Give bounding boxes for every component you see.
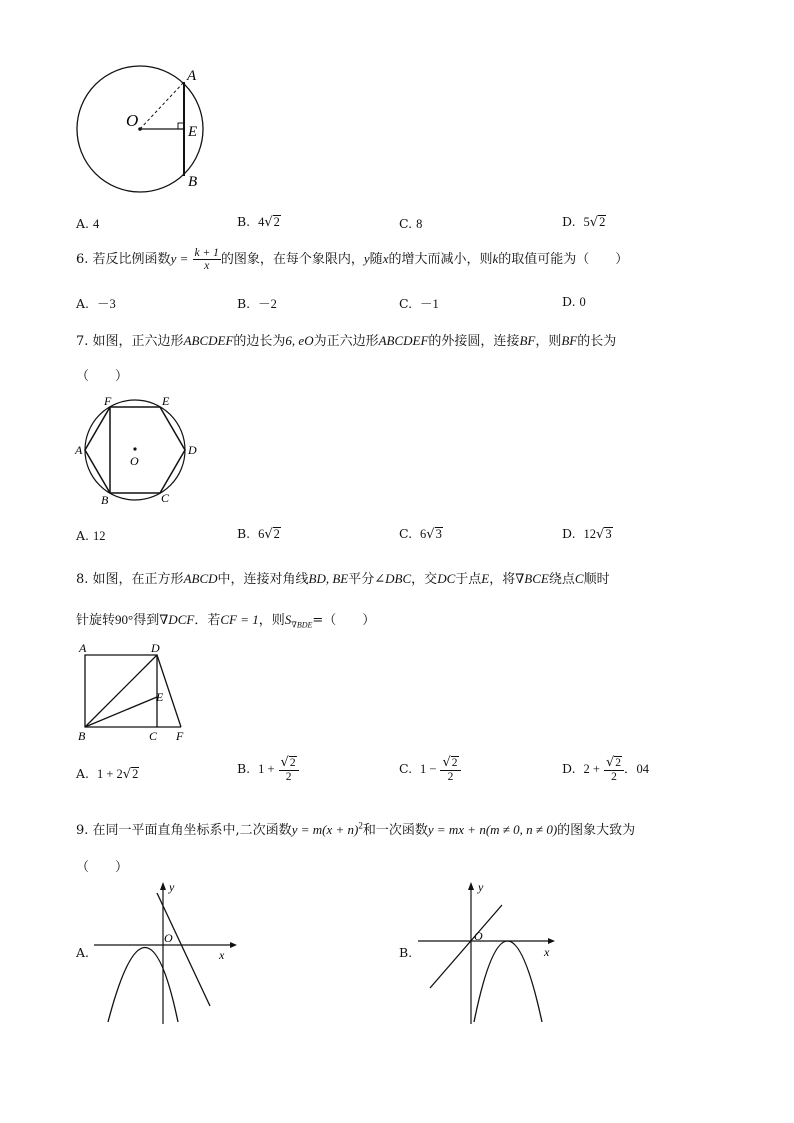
label-a: A [79, 641, 87, 655]
q9-graph-a [90, 878, 250, 1028]
q6-option-d[interactable]: D. 0 [562, 294, 586, 309]
q5-option-a[interactable]: A. 4 [76, 216, 100, 231]
parabola [108, 948, 178, 1023]
label-e: E [156, 690, 164, 704]
q6-option-c[interactable]: C. －1 [399, 296, 439, 311]
label-o: O [130, 454, 139, 468]
q9-option-b-label[interactable]: B. [399, 945, 413, 960]
q8-option-b[interactable]: B. 1 + $\frac{√2}{2}$ [237, 756, 299, 783]
q9-graph-b [414, 878, 574, 1028]
q8-stem-line1: 8. 如图，在正方形ABCD中，连接对角线BD, BE平分∠DBC，交DC于点E，将∇BCE绕点C顺时 [76, 571, 610, 587]
q6-stem: 6. 若反比例函数y = $\frac{k + 1}{x}$ 的图象，在每个象限内，y随x的增大而减小，则k的取值可能为（ ） [76, 247, 629, 273]
label-e: E [188, 124, 198, 140]
center-dot [133, 447, 136, 450]
label-b: B [188, 174, 198, 190]
q9-stem: 9. 在同一平面直角坐标系中,二次函数$y = m(x + n)^2$和一次函数y = mx + n(m ≠ 0, n ≠ 0)的图象大致为 [76, 820, 636, 838]
y-axis-arrow [468, 882, 474, 890]
q8-square-figure [72, 638, 198, 746]
q6-fraction: $\frac{k + 1}{x}$ [194, 247, 219, 273]
q7-option-a[interactable]: A. 12 [76, 528, 106, 543]
label-y: y [478, 880, 484, 894]
label-b: B [101, 493, 109, 507]
label-d: D [188, 443, 197, 457]
q7-hexagon-figure [72, 392, 202, 508]
q8-option-d[interactable]: D. 2 + $\frac{√2}{2}$ ．04 [562, 755, 649, 783]
label-x: x [219, 948, 225, 962]
label-x: x [544, 945, 550, 959]
x-axis-arrow [548, 938, 555, 944]
q5-circle-figure [60, 58, 240, 198]
segment-be [85, 697, 157, 727]
center-dot [138, 127, 142, 131]
label-a: A [75, 443, 83, 457]
segment-oa [140, 82, 184, 129]
q8-option-a[interactable]: A. 1 + 2√2 [76, 766, 139, 782]
label-o: O [164, 931, 173, 945]
label-f: F [176, 729, 184, 743]
q8-stem-line2: 针旋转90°得到∇DCF．若CF = 1，则$S_{\nabla BDE}=$（ ） [76, 612, 376, 630]
label-c: C [149, 729, 158, 743]
q5-option-b[interactable]: B. 4√2 [237, 214, 280, 230]
label-y: y [169, 880, 175, 894]
label-b: B [78, 729, 86, 743]
y-axis-arrow [160, 882, 166, 890]
line-graph [157, 893, 210, 1006]
q6-option-b[interactable]: B. －2 [237, 296, 277, 311]
q9-paren: （ ） [76, 860, 129, 875]
q9-option-a-label[interactable]: A. [76, 945, 90, 960]
parabola [474, 941, 542, 1022]
q8-option-c[interactable]: C. 1 − $\frac{√2}{2}$ [399, 756, 461, 783]
q7-option-d[interactable]: D. 12√3 [562, 526, 612, 542]
q6-option-a[interactable]: A. －3 [76, 296, 116, 311]
label-c: C [161, 491, 170, 505]
x-axis-arrow [230, 942, 237, 948]
line-graph [430, 905, 502, 988]
label-f: F [104, 394, 112, 408]
label-a: A [187, 68, 197, 84]
label-e: E [162, 394, 170, 408]
label-o: O [126, 111, 139, 130]
label-o: O [474, 929, 483, 943]
label-d: D [151, 641, 160, 655]
diagonal-bd [85, 655, 157, 727]
q5-option-d[interactable]: D. 5√2 [562, 214, 606, 230]
q7-option-c[interactable]: C. 6√3 [399, 526, 442, 542]
q7-paren: （ ） [76, 369, 129, 384]
q5-option-c[interactable]: C. 8 [399, 216, 423, 231]
q7-option-b[interactable]: B. 6√2 [237, 526, 280, 542]
q7-stem: 7. 如图，正六边形ABCDEF的边长为6, eO为正六边形ABCDEF的外接圆，连接BF，则BF的长为 [76, 333, 617, 349]
